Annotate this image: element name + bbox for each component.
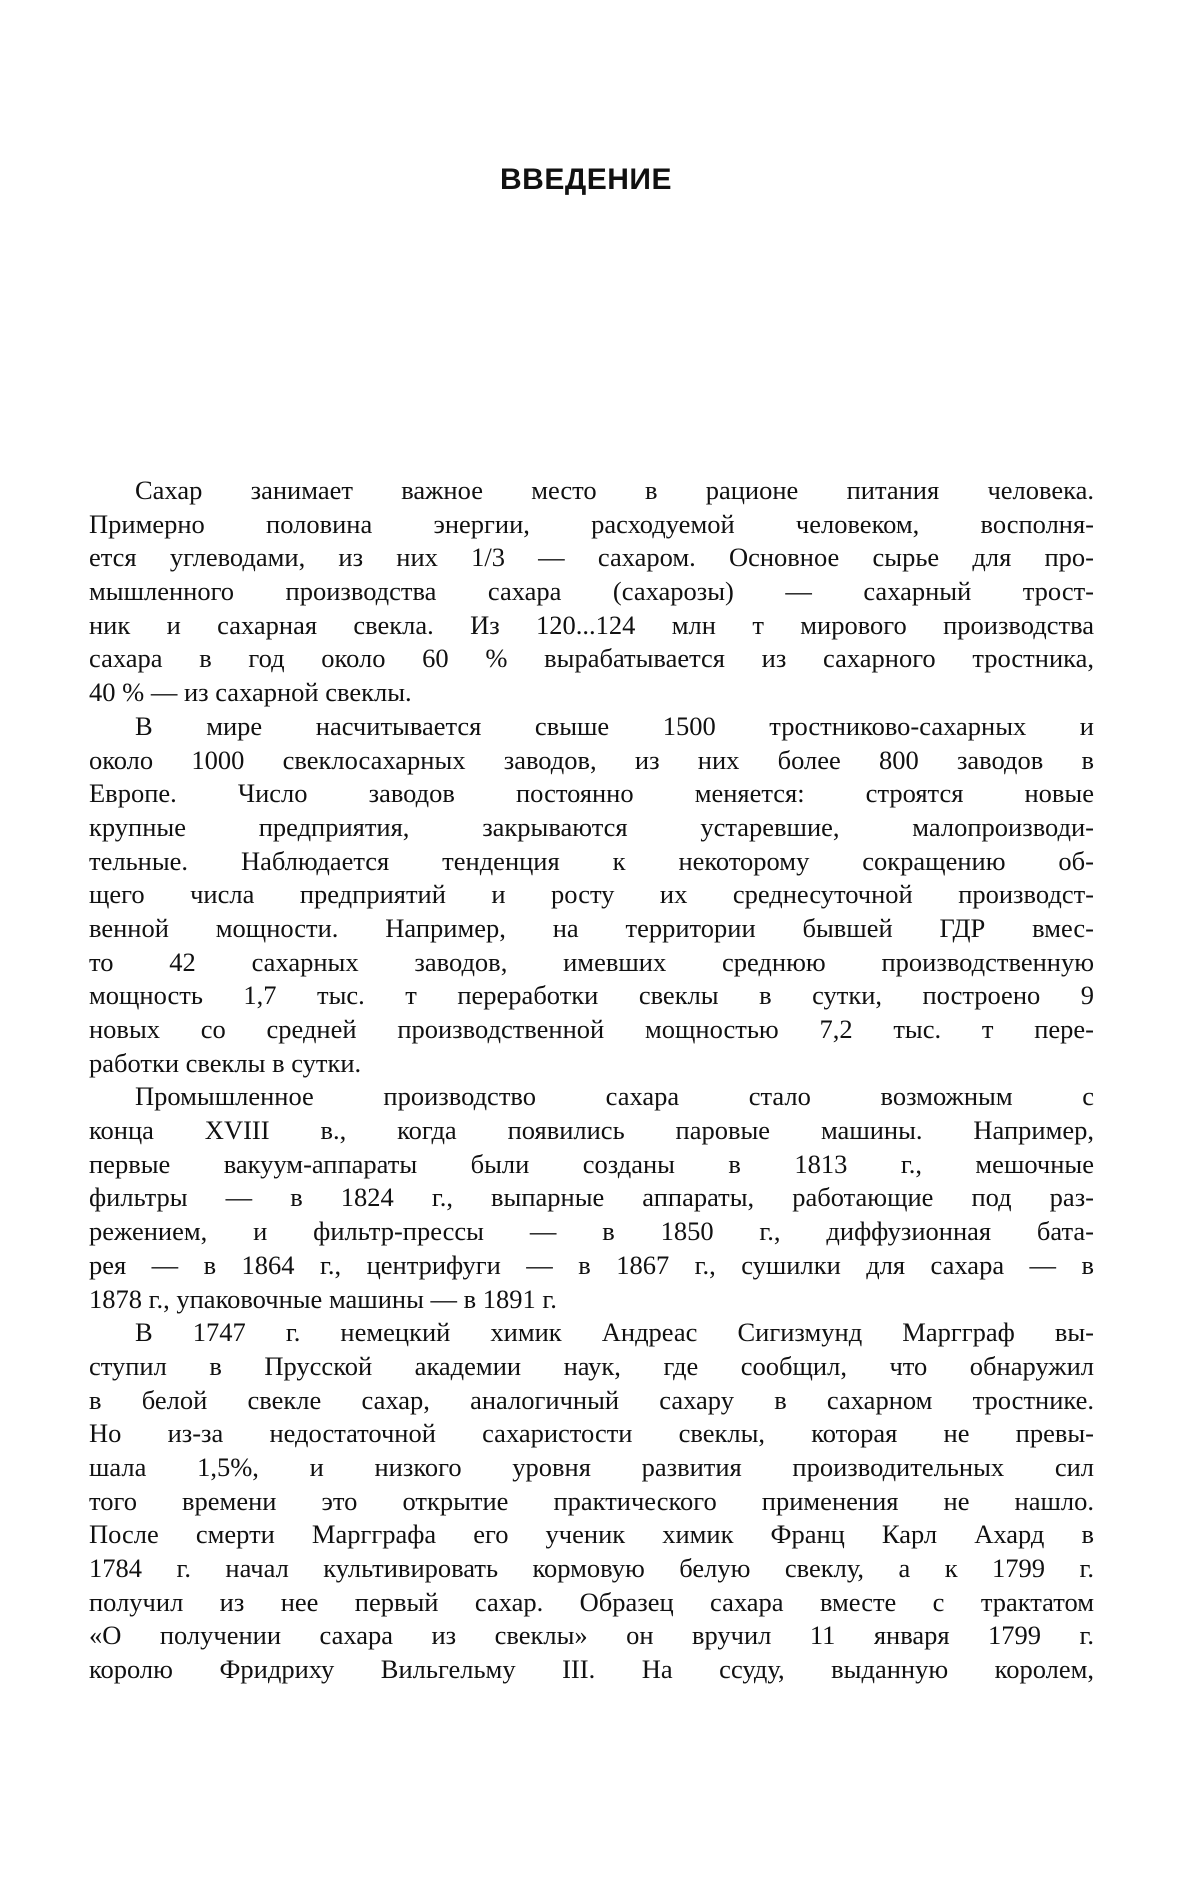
text-line: Промышленное производство сахара стало возможным с — [135, 1081, 1094, 1112]
text-line: крупные предприятия, закрываются устаревшие, малопроизводи- — [89, 811, 1094, 842]
text-line: фильтры — в 1824 г., выпарные аппараты, работающие под раз- — [89, 1182, 1094, 1213]
text-line: 1784 г. начал культивировать кормовую белую свеклу, а к 1799 г. — [89, 1553, 1094, 1583]
text-line: мышленного производства сахара (сахарозы) — сахарный трост- — [89, 576, 1094, 607]
text-line: в белой свекле сахар, аналогичный сахару в сахарном тростнике. — [89, 1384, 1094, 1415]
text-line: венной мощности. Например, на территории бывшей ГДР вмес- — [89, 912, 1094, 943]
text-line: «О получении сахара из свеклы» он вручил 11 января 1799 г. — [89, 1620, 1094, 1651]
text-line: работки свеклы в сутки. — [89, 1047, 362, 1078]
text-line: Европе. Число заводов постоянно меняется: строятся новые — [89, 778, 1094, 809]
text-line: ступил в Прусской академии наук, где сообщил, что обнаружил — [89, 1350, 1094, 1381]
text-line: мощность 1,7 тыс. т переработки свеклы в сутки, построено 9 — [89, 980, 1094, 1011]
text-line: Примерно половина энергии, расходуемой человеком, восполня- — [89, 508, 1094, 539]
text-line: Но из-за недостаточной сахаристости свеклы, которая не превы- — [89, 1418, 1094, 1449]
paragraph — [89, 1316, 1094, 1687]
text-line: шала 1,5%, и низкого уровня развития производительных сил — [89, 1451, 1094, 1482]
text-line: около 1000 свеклосахарных заводов, из них более 800 заводов в — [89, 744, 1094, 775]
paragraph — [89, 474, 1094, 710]
text-line: ется углеводами, из них 1/3 — сахаром. Основное сырье для про- — [89, 542, 1094, 573]
text-line: получил из нее первый сахар. Образец сахара вместе с трактатом — [89, 1586, 1094, 1617]
text-line: щего числа предприятий и росту их среднесуточной производст- — [89, 879, 1094, 910]
paragraph — [89, 710, 1094, 1081]
text-line: новых со средней производственной мощностью 7,2 тыс. т пере- — [89, 1014, 1094, 1044]
chapter-title: ВВЕДЕНИЕ — [500, 163, 672, 196]
text-line: После смерти Маргграфа его ученик химик Франц Карл Ахард в — [89, 1519, 1094, 1550]
text-line: рея — в 1864 г., центрифуги — в 1867 г., сушилки для сахара — в — [89, 1249, 1094, 1280]
text-line: того времени это открытие практического применения не нашло. — [89, 1485, 1094, 1516]
text-line: режением, и фильтр-прессы — в 1850 г., диффузионная бата- — [89, 1216, 1094, 1247]
text-line: сахара в год около 60 % вырабатывается из сахарного тростника, — [89, 643, 1094, 674]
text-line: конца XVIII в., когда появились паровые машины. Например, — [89, 1115, 1094, 1146]
text-line: В мире насчитывается свыше 1500 тростниково-сахарных и — [135, 710, 1094, 741]
text-line: тельные. Наблюдается тенденция к некоторому сокращению об- — [89, 845, 1094, 876]
text-line: то 42 сахарных заводов, имевших среднюю производственную — [89, 946, 1094, 977]
text-line: 40 % — из сахарной свеклы. — [89, 677, 412, 708]
text-line: Сахар занимает важное место в рационе питания человека. — [135, 475, 1094, 505]
text-line: ник и сахарная свекла. Из 120...124 млн т мирового производства — [89, 609, 1094, 640]
text-line: В 1747 г. немецкий химик Андреас Сигизмунд Маргграф вы- — [135, 1317, 1094, 1348]
body-text — [89, 474, 1094, 1687]
text-line: 1878 г., упаковочные машины — в 1891 г. — [89, 1283, 557, 1314]
text-line: королю Фридриху Вильгельму III. На ссуду, выданную королем, — [89, 1654, 1094, 1685]
text-line: первые вакуум-аппараты были созданы в 1813 г., мешочные — [89, 1148, 1094, 1179]
paragraph — [89, 1080, 1094, 1316]
